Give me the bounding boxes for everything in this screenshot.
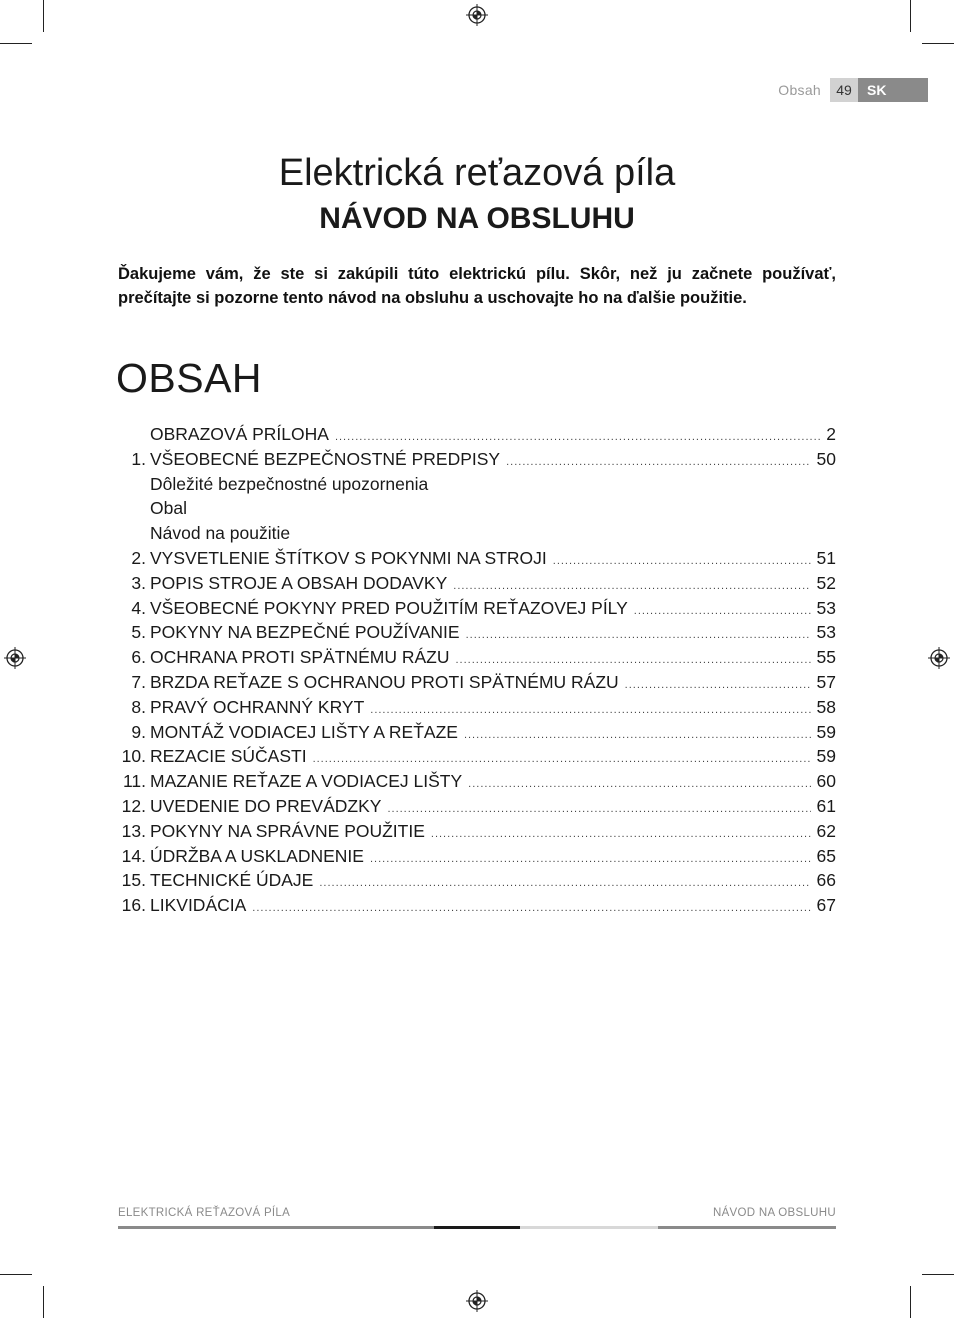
toc-entry-page: 62	[816, 820, 836, 841]
toc-entry-title: VŠEOBECNÉ BEZPEČNOSTNÉ PREDPISY	[150, 448, 501, 469]
crop-mark	[910, 0, 911, 32]
toc-entry	[118, 573, 836, 598]
toc-entry-title: LIKVIDÁCIA	[150, 895, 247, 916]
toc-entry	[118, 796, 836, 821]
toc-entry	[118, 895, 836, 920]
toc-entry-number: 1.	[131, 448, 146, 469]
language-badge: SK	[858, 78, 928, 102]
toc-entry-title: BRZDA REŤAZE S OCHRANOU PROTI SPÄTNÉMU RÁZU	[150, 671, 619, 692]
toc-entry	[118, 870, 836, 895]
toc-entry-title: POKYNY NA SPRÁVNE POUŽITIE	[150, 820, 425, 841]
toc-entry-title: OCHRANA PROTI SPÄTNÉMU RÁZU	[150, 647, 450, 668]
toc-entry-title: POKYNY NA BEZPEČNÉ POUŽÍVANIE	[150, 622, 460, 643]
toc-entry-page: 55	[816, 647, 836, 668]
crop-mark	[43, 1286, 44, 1318]
toc-entry-number: 3.	[131, 572, 146, 593]
toc-entry	[118, 598, 836, 623]
toc-entry-page: 53	[816, 597, 836, 618]
toc-dot-leader	[319, 877, 810, 889]
toc-dot-leader	[387, 803, 810, 815]
toc-dot-leader	[453, 580, 810, 592]
toc-entry-title: MAZANIE REŤAZE A VODIACEJ LIŠTY	[150, 771, 463, 792]
toc-entry-number: 7.	[131, 671, 146, 692]
toc-dot-leader	[431, 828, 811, 840]
toc-dot-leader	[553, 555, 811, 567]
toc-dot-leader	[506, 456, 810, 468]
toc-dot-leader	[634, 605, 811, 617]
toc-entry-number: 13.	[121, 820, 146, 841]
toc-entry-title: Dôležité bezpečnostné upozornenia	[150, 473, 429, 494]
toc-dot-leader	[252, 902, 810, 914]
toc-entry	[118, 821, 836, 846]
footer-rule-segment	[658, 1226, 836, 1229]
intro-paragraph: Ďakujeme vám, že ste si zakúpili túto elektrickú pílu. Skôr, než ju začnete používať, prečítajte si pozorne tento návod na obsluhu a uschovajte ho na ďalšie použitie.	[118, 265, 836, 307]
document-title: Elektrická reťazová píla	[278, 152, 676, 194]
toc-entry-page: 2	[826, 424, 836, 444]
toc-entry-number: 9.	[131, 721, 146, 742]
table-of-contents	[118, 424, 836, 920]
toc-entry	[118, 697, 836, 722]
toc-dot-leader	[466, 629, 811, 641]
registration-mark-icon	[928, 647, 950, 669]
toc-dot-leader	[370, 704, 810, 716]
toc-dot-leader	[455, 654, 810, 666]
toc-dot-leader	[625, 679, 811, 691]
toc-entry-page: 65	[816, 845, 836, 866]
toc-entry-number: 16.	[121, 895, 146, 916]
toc-entry-number: 11.	[122, 771, 146, 792]
toc-entry	[118, 498, 836, 523]
toc-entry-title: UVEDENIE DO PREVÁDZKY	[150, 795, 382, 816]
toc-entry	[118, 449, 836, 474]
toc-entry-page: 61	[816, 795, 836, 816]
toc-entry	[118, 622, 836, 647]
toc-dot-leader	[468, 778, 810, 790]
toc-entry-number: 2.	[131, 547, 146, 568]
page-header	[778, 78, 928, 102]
toc-entry-number: 8.	[131, 696, 146, 717]
toc-entry-page: 57	[816, 671, 836, 692]
toc-entry-number: 14.	[121, 845, 146, 866]
footer-rule-segment	[520, 1226, 658, 1229]
toc-entry	[118, 771, 836, 796]
crop-mark	[922, 1274, 954, 1275]
toc-entry-page: 50	[816, 448, 836, 469]
registration-mark-icon	[466, 4, 488, 26]
footer-right-label: NÁVOD NA OBSLUHU	[712, 1207, 836, 1219]
toc-dot-leader	[335, 431, 820, 443]
document-subtitle: NÁVOD NA OBSLUHU	[319, 202, 635, 235]
toc-entry-title: OBRAZOVÁ PRÍLOHA	[150, 424, 329, 444]
toc-entry	[118, 424, 836, 449]
toc-entry-page: 59	[816, 721, 836, 742]
toc-entry-page: 66	[816, 870, 836, 891]
toc-entry-page: 67	[816, 895, 836, 916]
toc-entry-page: 51	[816, 547, 836, 568]
toc-entry-page: 53	[816, 622, 836, 643]
toc-entry-title: TECHNICKÉ ÚDAJE	[150, 870, 314, 891]
crop-mark	[43, 0, 44, 32]
toc-entry	[118, 722, 836, 747]
toc-dot-leader	[370, 853, 811, 865]
footer-left-label: ELEKTRICKÁ REŤAZOVÁ PÍLA	[118, 1207, 291, 1219]
toc-entry-page: 59	[816, 746, 836, 767]
toc-entry	[118, 474, 836, 499]
toc-entry-title: PRAVÝ OCHRANNÝ KRYT	[150, 696, 365, 717]
toc-entry-title: Návod na použitie	[150, 523, 291, 544]
page-number: 49	[830, 78, 858, 102]
crop-mark	[910, 1286, 911, 1318]
toc-entry-number: 4.	[131, 597, 146, 618]
toc-entry-title: POPIS STROJE A OBSAH DODAVKY	[150, 572, 448, 593]
toc-entry	[118, 523, 836, 548]
toc-heading: OBSAH	[116, 355, 263, 401]
toc-entry-title: ÚDRŽBA A USKLADNENIE	[150, 845, 364, 866]
toc-entry-number: 10.	[121, 746, 146, 767]
toc-entry-page: 60	[816, 771, 836, 792]
toc-entry-title: VYSVETLENIE ŠTÍTKOV S POKYNMI NA STROJI	[150, 547, 547, 568]
toc-entry-number: 6.	[131, 647, 146, 668]
crop-mark	[922, 43, 954, 44]
toc-entry	[118, 846, 836, 871]
crop-mark	[0, 43, 32, 44]
registration-mark-icon	[4, 647, 26, 669]
footer-rule-segment	[118, 1226, 434, 1229]
toc-entry-number: 5.	[131, 622, 146, 643]
toc-entry-page: 58	[816, 696, 836, 717]
toc-dot-leader	[313, 753, 811, 765]
crop-mark	[0, 1274, 32, 1275]
toc-entry-title: VŠEOBECNÉ POKYNY PRED POUŽITÍM REŤAZOVEJ PÍLY	[150, 597, 628, 618]
toc-entry-number: 15.	[121, 870, 146, 891]
toc-entry	[118, 672, 836, 697]
toc-entry	[118, 647, 836, 672]
toc-entry-page: 52	[816, 572, 836, 593]
toc-entry	[118, 548, 836, 573]
toc-entry-number: 12.	[121, 795, 146, 816]
footer-rule-segment	[434, 1226, 520, 1229]
toc-dot-leader	[464, 729, 811, 741]
footer-rule	[118, 1226, 836, 1229]
registration-mark-icon	[466, 1290, 488, 1312]
toc-entry	[118, 746, 836, 771]
section-label: Obsah	[778, 82, 821, 98]
toc-entry-title: MONTÁŽ VODIACEJ LIŠTY A REŤAZE	[150, 721, 458, 742]
toc-entry-title: REZACIE SÚČASTI	[150, 746, 307, 767]
toc-entry-title: Obal	[150, 498, 187, 519]
